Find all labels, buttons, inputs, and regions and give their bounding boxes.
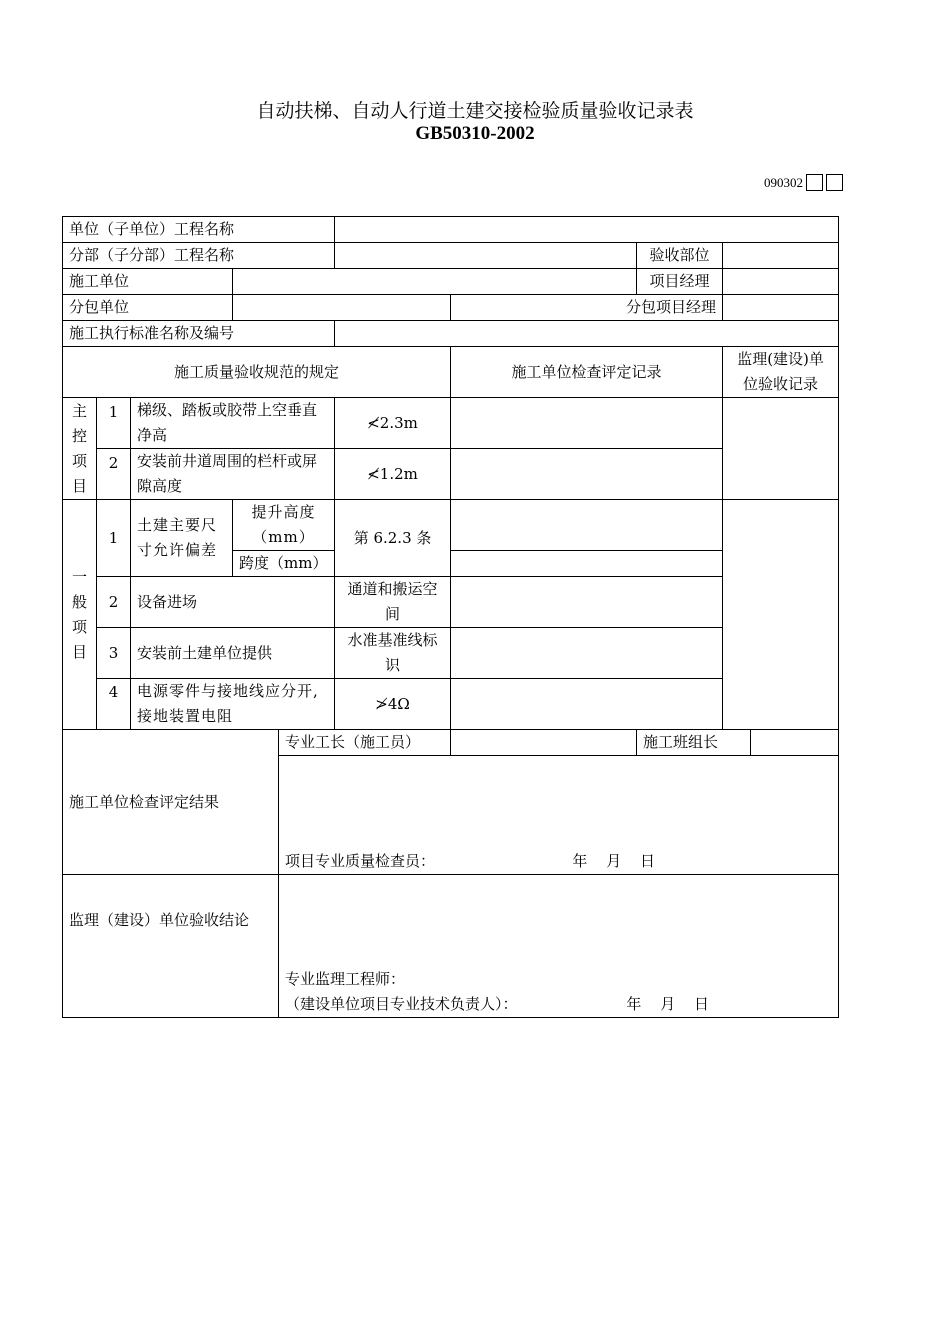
conclusion-date [622,992,709,1017]
standard-field[interactable] [335,321,839,347]
general-item-no: 2 [97,577,131,628]
general-item-record[interactable] [451,679,723,730]
form-code-box-1[interactable] [806,174,823,191]
construction-unit-field[interactable] [233,269,637,295]
main-item-requirement: ≮2.3m [335,398,451,449]
project-manager-label: 项目经理 [637,269,723,295]
main-group-char: 主 [71,401,87,420]
foreman-field[interactable] [451,730,637,756]
main-group-char: 控 [71,426,87,445]
subcontract-manager-field[interactable] [723,295,839,321]
spec-column-header: 施工质量验收规范的规定 [63,347,451,398]
inspection-record-table [62,216,839,1018]
general-items-group-label [63,500,97,730]
construction-unit-label: 施工单位 [63,269,233,295]
owner-tech-line [285,992,709,1017]
lift-height-label: 提升高度（mm） [233,500,335,551]
main-group-char: 目 [71,476,87,495]
main-items-supervision[interactable] [723,398,839,500]
subcontract-unit-field[interactable] [233,295,451,321]
supervision-conclusion-label: 监理（建设）单位验收结论 [63,875,279,1018]
subcontract-unit-label: 分包单位 [63,295,233,321]
sub-project-field[interactable] [335,243,637,269]
date-year: 年 [626,995,642,1013]
form-code-text: 090302 [764,174,803,190]
main-item-requirement: ≮1.2m [335,449,451,500]
team-leader-label: 施工班组长 [637,730,751,756]
general-item-no: 1 [97,500,131,577]
main-item-record[interactable] [451,449,723,500]
owner-tech-label: （建设单位项目专业技术负责人）： [285,995,518,1013]
unit-project-field[interactable] [335,217,839,243]
date-day: 日 [693,995,709,1013]
general-item-text: 设备进场 [131,577,335,628]
span-record[interactable] [451,551,723,577]
general-item-no: 3 [97,628,131,679]
supervision-conclusion-area[interactable] [279,875,839,1018]
general-item-no: 4 [97,679,131,730]
unit-project-label: 单位（子单位）工程名称 [63,217,335,243]
date-month: 月 [660,995,676,1013]
team-leader-field[interactable] [751,730,839,756]
general-item-requirement: 水准基准线标识 [335,628,451,679]
general-item-requirement: 通道和搬运空间 [335,577,451,628]
main-items-group-label [63,398,97,500]
general-item-text: 电源零件与接地线应分开,接地装置电阻 [131,679,335,730]
sub-project-label: 分部（子分部）工程名称 [63,243,335,269]
main-item-no: 2 [97,449,131,500]
lift-height-record[interactable] [451,500,723,551]
main-item-record[interactable] [451,398,723,449]
main-group-char: 项 [71,451,87,470]
general-item-record[interactable] [451,628,723,679]
quality-inspector-line [285,849,655,874]
project-manager-field[interactable] [723,269,839,295]
supervision-column-header: 监理(建设)单位验收记录 [723,347,839,398]
standard-code: GB50310-2002 [415,123,535,144]
date-year: 年 [572,852,588,870]
general-item-record[interactable] [451,577,723,628]
main-item-no: 1 [97,398,131,449]
inspection-date [568,849,655,874]
date-day: 日 [639,852,655,870]
construction-result-area[interactable] [279,756,839,875]
general-item-requirement: ≯4Ω [335,679,451,730]
general-group-char: 一 [71,567,87,586]
general-item-requirement: 第 6.2.3 条 [335,500,451,577]
inspection-part-label: 验收部位 [637,243,723,269]
check-record-column-header: 施工单位检查评定记录 [451,347,723,398]
foreman-label: 专业工长（施工员） [279,730,451,756]
supervision-engineer-label: 专业监理工程师： [285,970,406,988]
span-label: 跨度（mm） [233,551,335,577]
general-item-text: 土建主要尺寸允许偏差 [131,500,233,577]
inspection-part-field[interactable] [723,243,839,269]
form-code-box-2[interactable] [826,174,843,191]
main-item-text: 梯级、踏板或胶带上空垂直净高 [131,398,335,449]
main-item-text: 安装前井道周围的栏杆或屏隙高度 [131,449,335,500]
general-group-char: 项 [71,617,87,636]
quality-inspector-label: 项目专业质量检查员： [285,852,436,870]
subcontract-manager-label: 分包项目经理 [451,295,723,321]
form-title: 自动扶梯、自动人行道土建交接检验质量验收记录表 [256,100,694,122]
general-items-supervision[interactable] [723,500,839,730]
date-month: 月 [606,852,622,870]
construction-result-label: 施工单位检查评定结果 [63,730,279,875]
form-code [764,174,843,191]
standard-label: 施工执行标准名称及编号 [63,321,335,347]
general-group-char: 目 [71,642,87,661]
general-item-text: 安装前土建单位提供 [131,628,335,679]
general-group-char: 般 [71,592,87,611]
